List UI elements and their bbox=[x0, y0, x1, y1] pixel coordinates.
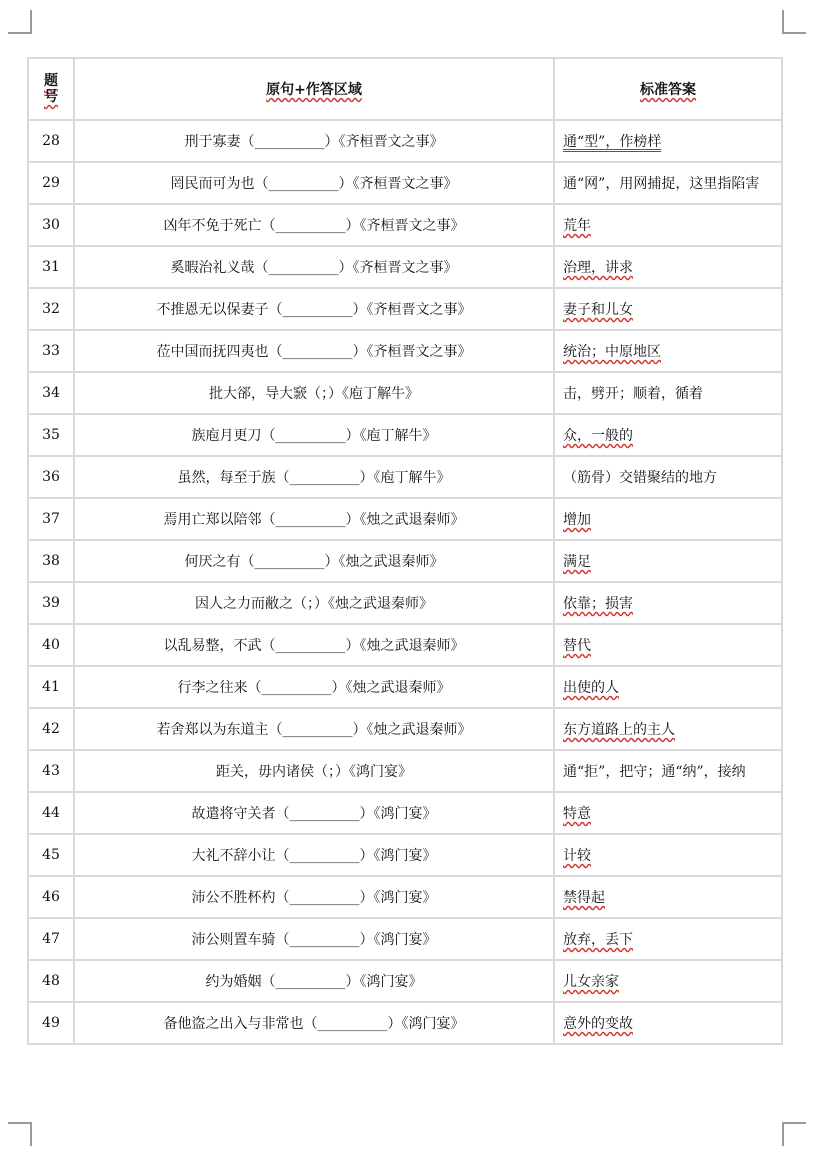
row-question-number: 43 bbox=[28, 750, 74, 792]
row-question-number: 38 bbox=[28, 540, 74, 582]
row-source-sentence: 奚暇治礼义哉（__________）《齐桓晋文之事》 bbox=[74, 246, 554, 288]
table-row bbox=[28, 162, 782, 204]
table-row bbox=[28, 246, 782, 288]
row-source-sentence: 以乱易整，不武（__________）《烛之武退秦师》 bbox=[74, 624, 554, 666]
row-standard-answer bbox=[554, 834, 782, 876]
answer-text: 满足 bbox=[563, 554, 591, 570]
row-question-number: 47 bbox=[28, 918, 74, 960]
page-corner-mark-bottom-right bbox=[782, 1122, 806, 1146]
answer-text: 众，一般的 bbox=[563, 428, 633, 444]
answer-text: 荒年 bbox=[563, 218, 591, 234]
row-standard-answer bbox=[554, 876, 782, 918]
row-source-sentence: 批大郤，导大窾（；）《庖丁解牛》 bbox=[74, 372, 554, 414]
answer-text: 妻子和儿女 bbox=[563, 302, 633, 318]
row-source-sentence: 因人之力而敝之（；）《烛之武退秦师》 bbox=[74, 582, 554, 624]
row-source-sentence: 何厌之有（__________）《烛之武退秦师》 bbox=[74, 540, 554, 582]
row-standard-answer bbox=[554, 666, 782, 708]
answer-text: 通“拒”，把守；通“纳”，接纳 bbox=[563, 764, 746, 780]
row-source-sentence: 距关，毋内诸侯（；）《鸿门宴》 bbox=[74, 750, 554, 792]
row-question-number: 37 bbox=[28, 498, 74, 540]
table-row bbox=[28, 372, 782, 414]
table-row bbox=[28, 624, 782, 666]
row-question-number: 42 bbox=[28, 708, 74, 750]
row-source-sentence: 焉用亡郑以陪邻（__________）《烛之武退秦师》 bbox=[74, 498, 554, 540]
table-row bbox=[28, 540, 782, 582]
table-row bbox=[28, 498, 782, 540]
row-question-number: 48 bbox=[28, 960, 74, 1002]
row-source-sentence: 沛公则置车骑（__________）《鸿门宴》 bbox=[74, 918, 554, 960]
answer-text: 通“型”，作榜样 bbox=[563, 134, 662, 150]
table-row bbox=[28, 666, 782, 708]
table-row bbox=[28, 708, 782, 750]
row-standard-answer bbox=[554, 540, 782, 582]
row-standard-answer bbox=[554, 288, 782, 330]
row-source-sentence: 故遣将守关者（__________）《鸿门宴》 bbox=[74, 792, 554, 834]
row-standard-answer bbox=[554, 204, 782, 246]
table-row bbox=[28, 1002, 782, 1044]
row-question-number: 29 bbox=[28, 162, 74, 204]
row-source-sentence: 刑于寡妻（__________）《齐桓晋文之事》 bbox=[74, 120, 554, 162]
table-row bbox=[28, 834, 782, 876]
answer-text: 意外的变故 bbox=[563, 1016, 633, 1032]
table-row bbox=[28, 876, 782, 918]
answer-text: 替代 bbox=[563, 638, 591, 654]
row-question-number: 39 bbox=[28, 582, 74, 624]
answer-text: 治理，讲求 bbox=[563, 260, 633, 276]
page-corner-mark-bottom-left bbox=[8, 1122, 32, 1146]
answer-text: 击，劈开；顺着，循着 bbox=[563, 386, 703, 402]
table-row bbox=[28, 330, 782, 372]
row-question-number: 44 bbox=[28, 792, 74, 834]
row-source-sentence: 族庖月更刀（__________）《庖丁解牛》 bbox=[74, 414, 554, 456]
table-row bbox=[28, 960, 782, 1002]
row-standard-answer bbox=[554, 330, 782, 372]
row-standard-answer bbox=[554, 960, 782, 1002]
row-standard-answer bbox=[554, 120, 782, 162]
header-standard-answer: 标准答案 bbox=[554, 58, 782, 120]
row-question-number: 31 bbox=[28, 246, 74, 288]
row-standard-answer bbox=[554, 708, 782, 750]
answer-text: 通“网”，用网捕捉，这里指陷害 bbox=[563, 176, 760, 192]
table-row bbox=[28, 582, 782, 624]
table-row bbox=[28, 414, 782, 456]
row-source-sentence: 大礼不辞小让（__________）《鸿门宴》 bbox=[74, 834, 554, 876]
row-standard-answer bbox=[554, 582, 782, 624]
row-source-sentence: 凶年不免于死亡（__________）《齐桓晋文之事》 bbox=[74, 204, 554, 246]
row-source-sentence: 不推恩无以保妻子（__________）《齐桓晋文之事》 bbox=[74, 288, 554, 330]
row-source-sentence: 行李之往来（__________）《烛之武退秦师》 bbox=[74, 666, 554, 708]
row-question-number: 32 bbox=[28, 288, 74, 330]
row-standard-answer bbox=[554, 624, 782, 666]
row-source-sentence: 若舍郑以为东道主（__________）《烛之武退秦师》 bbox=[74, 708, 554, 750]
table-row bbox=[28, 456, 782, 498]
row-source-sentence: 备他盗之出入与非常也（__________）《鸿门宴》 bbox=[74, 1002, 554, 1044]
row-standard-answer bbox=[554, 162, 782, 204]
page-corner-mark-top-right bbox=[782, 10, 806, 34]
row-standard-answer bbox=[554, 750, 782, 792]
answer-text: 依靠；损害 bbox=[563, 596, 633, 612]
row-standard-answer bbox=[554, 792, 782, 834]
answer-text: 东方道路上的主人 bbox=[563, 722, 675, 738]
row-source-sentence: 莅中国而抚四夷也（__________）《齐桓晋文之事》 bbox=[74, 330, 554, 372]
table-row bbox=[28, 120, 782, 162]
row-question-number: 35 bbox=[28, 414, 74, 456]
table-row bbox=[28, 918, 782, 960]
header-question-and-answer-area: 原句+作答区域 bbox=[74, 58, 554, 120]
header-question-number-label: 题号 bbox=[44, 73, 58, 105]
answer-text: 放弃，丢下 bbox=[563, 932, 633, 948]
row-question-number: 41 bbox=[28, 666, 74, 708]
table-row bbox=[28, 288, 782, 330]
row-source-sentence: 罔民而可为也（__________）《齐桓晋文之事》 bbox=[74, 162, 554, 204]
row-source-sentence: 约为婚姻（__________）《鸿门宴》 bbox=[74, 960, 554, 1002]
table-header-row bbox=[28, 58, 782, 120]
answer-text: 禁得起 bbox=[563, 890, 605, 906]
row-standard-answer bbox=[554, 456, 782, 498]
row-question-number: 36 bbox=[28, 456, 74, 498]
row-standard-answer bbox=[554, 918, 782, 960]
table-row bbox=[28, 204, 782, 246]
row-standard-answer bbox=[554, 1002, 782, 1044]
answer-text: 儿女亲家 bbox=[563, 974, 619, 990]
row-question-number: 40 bbox=[28, 624, 74, 666]
page-corner-mark-top-left bbox=[8, 10, 32, 34]
row-source-sentence: 沛公不胜杯杓（__________）《鸿门宴》 bbox=[74, 876, 554, 918]
row-question-number: 34 bbox=[28, 372, 74, 414]
vocabulary-answer-table bbox=[27, 57, 783, 1045]
table-row bbox=[28, 792, 782, 834]
table-row bbox=[28, 750, 782, 792]
table-body bbox=[28, 120, 782, 1044]
row-source-sentence: 虽然，每至于族（__________）《庖丁解牛》 bbox=[74, 456, 554, 498]
answer-text: 出使的人 bbox=[563, 680, 619, 696]
row-question-number: 30 bbox=[28, 204, 74, 246]
answer-text: 增加 bbox=[563, 512, 591, 528]
row-standard-answer bbox=[554, 372, 782, 414]
answer-text: 计较 bbox=[563, 848, 591, 864]
answer-text: 统治；中原地区 bbox=[563, 344, 661, 360]
row-question-number: 46 bbox=[28, 876, 74, 918]
row-standard-answer bbox=[554, 246, 782, 288]
row-question-number: 33 bbox=[28, 330, 74, 372]
answer-text: （筋骨）交错聚结的地方 bbox=[563, 470, 717, 486]
row-question-number: 45 bbox=[28, 834, 74, 876]
row-question-number: 28 bbox=[28, 120, 74, 162]
answer-text: 特意 bbox=[563, 806, 591, 822]
row-standard-answer bbox=[554, 498, 782, 540]
row-question-number: 49 bbox=[28, 1002, 74, 1044]
row-standard-answer bbox=[554, 414, 782, 456]
header-question-number bbox=[28, 58, 74, 120]
